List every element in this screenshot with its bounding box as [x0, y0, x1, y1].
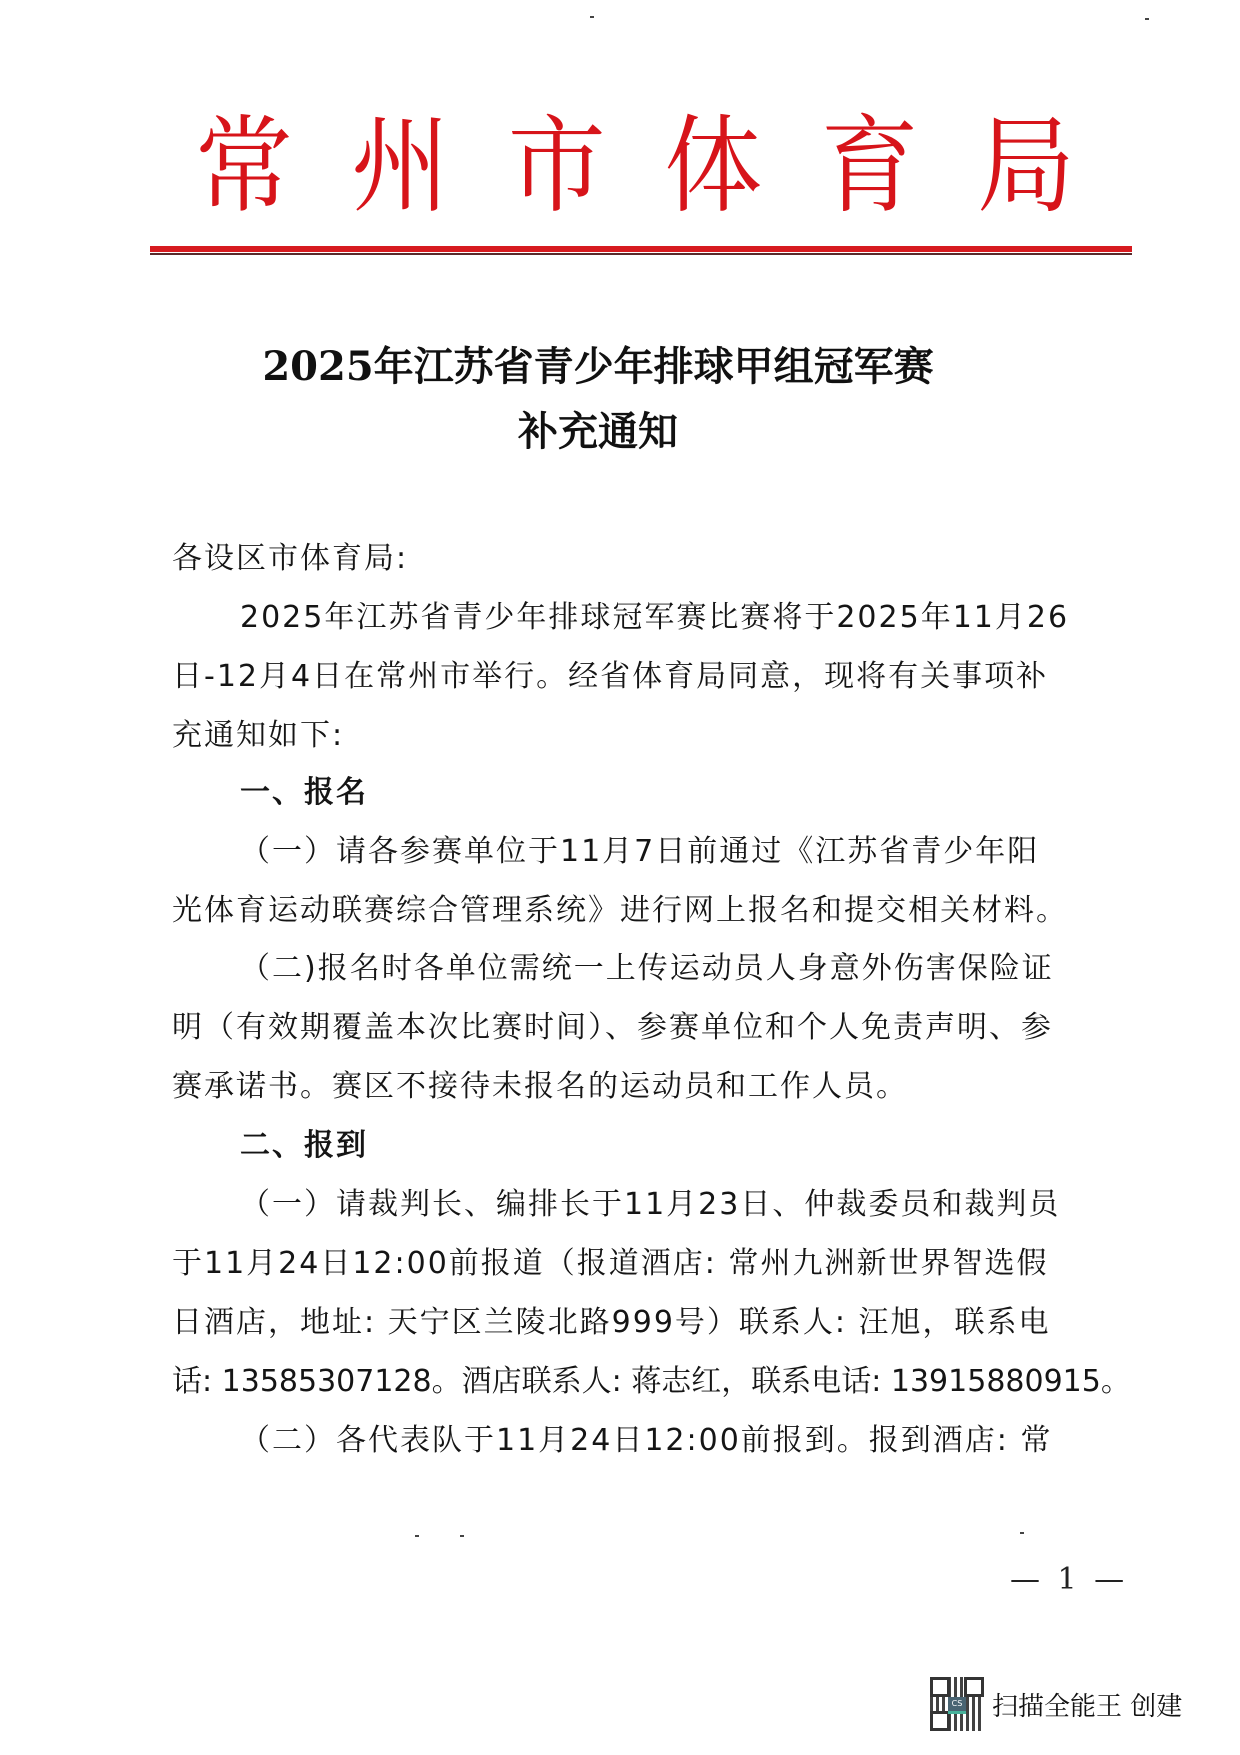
scanner-watermark	[930, 1677, 1182, 1731]
scan-speck	[1020, 1532, 1024, 1534]
intro-line: 日-12月4日在常州市举行。经省体育局同意，现将有关事项补	[172, 659, 1049, 694]
paragraph-line: 光体育运动联赛综合管理系统》进行网上报名和提交相关材料。	[172, 893, 1068, 928]
paragraph-line: （二）各代表队于11月24日12:00前报到。报到酒店: 常	[240, 1423, 1053, 1458]
paragraph-line: 于11月24日12:00前报道（报道酒店: 常州九洲新世界智选假	[172, 1246, 1049, 1281]
section-heading-registration: 一、报名	[240, 775, 368, 810]
salutation: 各设区市体育局:	[172, 541, 409, 576]
letterhead-red-divider	[150, 246, 1132, 252]
letterhead-char: 州	[351, 105, 450, 229]
section-heading-check-in: 二、报到	[240, 1128, 368, 1163]
camscanner-logo-icon: CS	[948, 1697, 966, 1714]
qr-code-icon	[930, 1677, 984, 1731]
letterhead-org-name	[195, 105, 1075, 229]
paragraph-line: （一）请裁判长、编排长于11月23日、仲裁委员和裁判员	[240, 1187, 1061, 1222]
paragraph-line: 明（有效期覆盖本次比赛时间）、参赛单位和个人免责声明、参	[172, 1010, 1053, 1045]
letterhead-char: 常	[195, 105, 294, 229]
paragraph-line: 日酒店，地址: 天宁区兰陵北路999号）联系人: 汪旭，联系电	[172, 1305, 1051, 1340]
letterhead-char: 局	[976, 105, 1075, 229]
paragraph-line: （二)报名时各单位需统一上传运动员人身意外伤害保险证	[240, 951, 1054, 986]
scan-speck	[1145, 18, 1149, 20]
intro-line: 充通知如下:	[172, 718, 345, 753]
letterhead-char: 育	[820, 105, 919, 229]
letterhead-char: 市	[507, 105, 606, 229]
qr-finder	[930, 1711, 950, 1731]
document-title-line1: 2025年江苏省青少年排球甲组冠军赛	[262, 343, 934, 390]
paragraph-line: 话: 13585307128。酒店联系人: 蒋志红，联系电话: 13915880915。	[172, 1364, 1131, 1399]
watermark-text: 扫描全能王 创建	[992, 1691, 1183, 1722]
paragraph-line: （一）请各参赛单位于11月7日前通过《江苏省青少年阳	[240, 834, 1040, 869]
letterhead-char: 体	[664, 105, 763, 229]
scan-speck	[415, 1535, 419, 1537]
page-number: — 1 —	[1010, 1562, 1129, 1597]
letterhead-dark-divider	[150, 253, 1132, 255]
intro-line: 2025年江苏省青少年排球冠军赛比赛将于2025年11月26	[240, 600, 1070, 635]
scan-speck	[460, 1535, 464, 1537]
scan-speck	[590, 16, 594, 18]
document-title-line2: 补充通知	[518, 408, 678, 455]
paragraph-line: 赛承诺书。赛区不接待未报名的运动员和工作人员。	[172, 1069, 908, 1104]
